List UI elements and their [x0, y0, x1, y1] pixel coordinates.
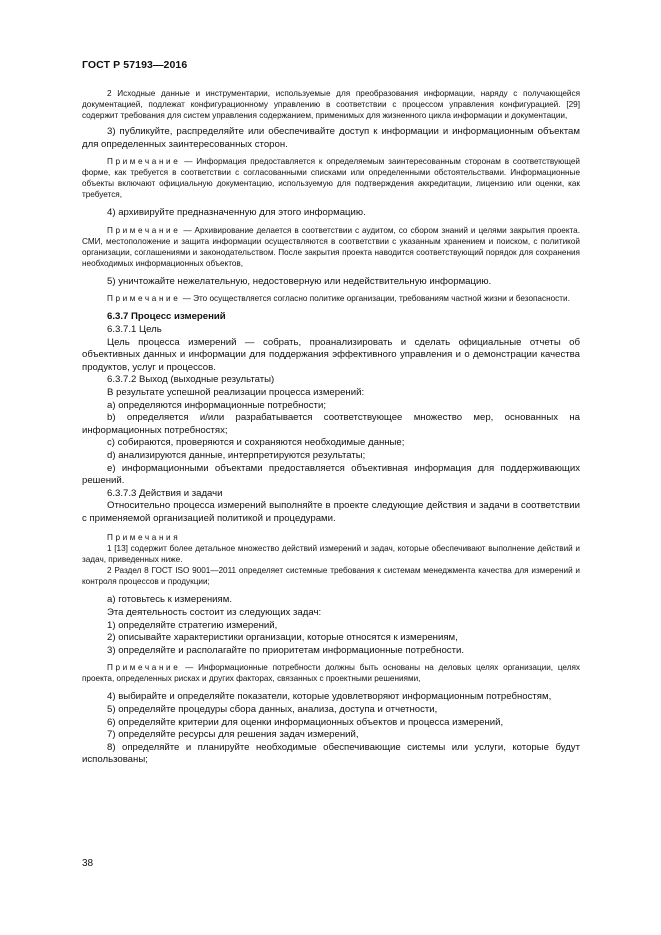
note-text: — Архивирование делается в соответствии с аудитом, со сбором знаний и целями закрытия проекта. СМИ, местоположение и защита информации осуществляются в соответствии с указанным хранением и поиском, с политикой организации, соглашениями и законодательством. После закрытия проекта наводится соответствующий порядок для сохранения необходимых информационных объектов, [82, 225, 580, 268]
list-item: 3) определяйте и располагайте по приоритетам информационные потребности. [107, 644, 465, 656]
paragraph: Цель процесса измерений — собрать, проанализировать и сделать официальные отчеты об объективных данных и информации для поддержания эффективного управления и о демонстрации качества продуктов, услуг и процессов. [82, 336, 580, 373]
list-item: d) анализируются данные, интерпретируются результаты; [107, 449, 366, 461]
section-heading: 6.3.7 Процесс измерений [107, 311, 226, 323]
list-item: 6) определяйте критерии для оценки информационных объектов и процесса измерений, [107, 716, 504, 728]
list-item: 4) выбирайте и определяйте показатели, которые удовлетворяют информационным потребностям, [107, 691, 552, 703]
note-text: — Это осуществляется согласно политике организации, требованиям частной жизни и безопасности. [180, 294, 570, 304]
note-text: — Информационные потребности должны быть основаны на деловых целях организации, целях проекта, определенных рисках и других факторах, связанных с проектными решениями, [82, 663, 580, 684]
note [82, 156, 580, 200]
paragraph: Относительно процесса измерений выполняйте в проекте следующие действия и задачи в соответствии с применяемой организацией политикой и процедурами. [82, 500, 580, 524]
list-item: 1) определяйте стратегию измерений, [107, 619, 278, 631]
list-item: a) определяются информационные потребности; [107, 399, 326, 411]
paragraph: 2 Исходные данные и инструментарии, используемые для преобразования информации, наряду с получающейся документацией, подлежат конфигурационному управлению в соответствии с процессом управления конфигурацией. [29] содержит требования для систем управления содержанием, применимых для жизненного цикла информации и документации, [82, 89, 580, 120]
list-item: 3) публикуйте, распределяйте или обеспечивайте доступ к информации и информационным объектам для определенных заинтересованных сторон. [82, 126, 580, 150]
list-item: e) информационными объектами предоставляется объективная информация для поддерживающих решений. [82, 462, 580, 487]
list-item: c) собираются, проверяются и сохраняются необходимые данные; [107, 437, 405, 449]
list-item: 8) определяйте и планируйте необходимые обеспечивающие системы или услуги, которые будут использованы; [82, 741, 580, 766]
subsection-heading: 6.3.7.2 Выход (выходные результаты) [107, 374, 275, 386]
note-label: Примечание [107, 294, 181, 304]
note-label: Примечание [107, 157, 181, 167]
note [82, 225, 580, 269]
note: 1 [13] содержит более детальное множество действий измерений и задач, которые обеспечивают выполнение действий и задач, приведенных ниже. [82, 544, 580, 565]
notes-heading [82, 532, 580, 543]
note: 2 Раздел 8 ГОСТ ISO 9001—2011 определяет системные требования к системам менеджмента качества для измерений и контроля процессов и продукции; [82, 566, 580, 587]
notes-label: Примечания [107, 533, 181, 543]
paragraph: Эта деятельность состоит из следующих задач: [107, 607, 322, 619]
page-number: 38 [82, 858, 94, 869]
subsection-heading: 6.3.7.1 Цель [107, 323, 162, 335]
note [82, 662, 580, 684]
list-item: a) готовьтесь к измерениям. [107, 594, 232, 606]
document-header: ГОСТ Р 57193—2016 [82, 59, 188, 71]
list-item: b) определяется и/или разрабатывается соответствующее множество мер, основанных на информационных потребностях; [82, 412, 580, 436]
list-item: 2) описывайте характеристики организации, которые относятся к измерениям, [107, 632, 458, 644]
document-body [82, 88, 580, 767]
paragraph: В результате успешной реализации процесса измерений: [107, 386, 365, 398]
note [82, 293, 580, 304]
note-text: — Информация предоставляется к определяемым заинтересованным сторонам в соответствующей форме, как требуется в соответствии с согласованными списками или определенными обстоятельствами. Информационные объекты включают официальную документацию, используемую для подтверждения аккредитации, лицензию или оценки, как требуется, [82, 157, 580, 200]
note-label: Примечание [107, 663, 181, 673]
list-item: 5) уничтожайте нежелательную, недостоверную или недействительную информацию. [107, 275, 492, 287]
subsection-heading: 6.3.7.3 Действия и задачи [107, 487, 223, 499]
list-item: 7) определяйте ресурсы для решения задач измерений, [107, 729, 359, 741]
list-item: 5) определяйте процедуры сбора данных, анализа, доступа и отчетности, [107, 704, 438, 716]
note-label: Примечание [107, 225, 181, 235]
list-item: 4) архивируйте предназначенную для этого информацию. [107, 207, 366, 219]
